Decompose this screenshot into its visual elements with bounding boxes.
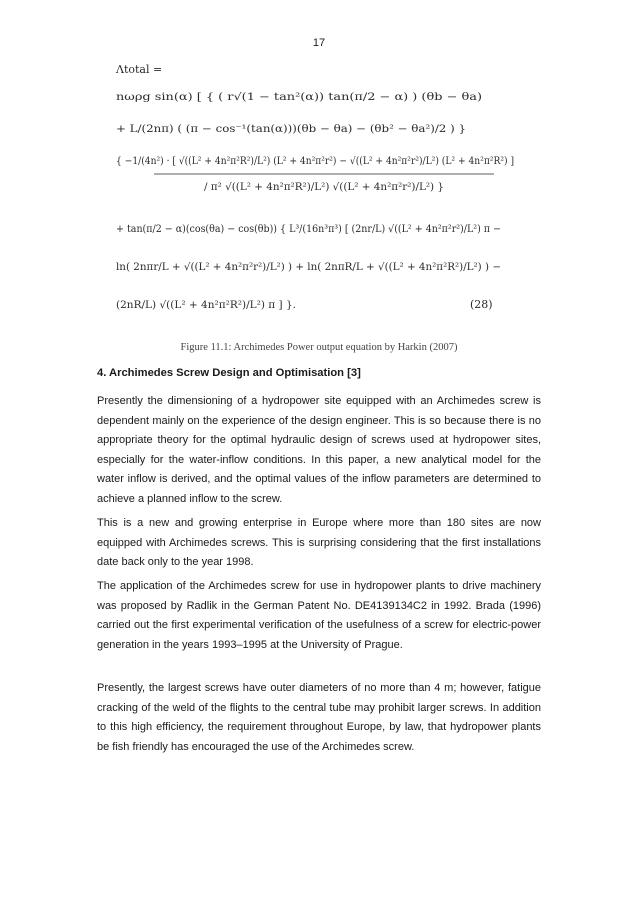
equation-line-2: nωρg sin(α) [ { ( r√(1 − tan²(α)) tan(π/2 − α) ) (θb − θa) [116,92,483,103]
body-paragraph: Presently, the largest screws have outer diameters of no more than 4 m; however, fatigue cracking of the weld of the flights to the central tube may prohibit larger screws. In addition to this high efficiency, the requirement throughout Europe, by law, that hydropower plants be fish friendly has encouraged the use of the Archimedes screw. [97,682,541,753]
body-paragraph: The application of the Archimedes screw for use in hydropower plants to drive machinery was proposed by Radlik in the German Patent No. DE4139134C2 in 1992. Brada (1996) carried out the first experimental verification of the usefulness of a screw for electric-power generation in the years 1993–1995 at the University of Prague. [97,580,541,651]
figure-caption: Figure 11.1: Archimedes Power output equation by Harkin (2007) [180,342,458,353]
equation-line-3: + L/(2nπ) ( (π − cos⁻¹(tan(α)))(θb − θa) − (θb² − θa²)/2 ) } [116,124,466,135]
power-equation-figure [114,60,524,330]
page-number: 17 [312,37,326,49]
equation-line-5: / π² √((L² + 4n²π²R²)/L²) √((L² + 4n²π²r²)/L²) } [204,182,444,193]
equation-line-8: (2nR/L) √((L² + 4n²π²R²)/L²) π ] }. [116,300,296,311]
equation-number: (28) [470,298,493,311]
equation-image [114,60,524,330]
equation-line-7: ln( 2nπr/L + √((L² + 4n²π²r²)/L²) ) + ln( 2nπR/L + √((L² + 4n²π²R²)/L²) ) − [116,262,501,273]
section-heading: 4. Archimedes Screw Design and Optimisation [3] [97,367,361,379]
equation-line-4: { −1/(4n²) · [ √((L² + 4n²π²R²)/L²) (L² + 4n²π²r²) − √((L² + 4n²π²r²)/L²) (L² + 4n²π²R²) ] [116,156,515,167]
equation-line-6: + tan(π/2 − α)(cos(θa) − cos(θb)) { L³/(16n³π³) [ (2nr/L) √((L² + 4n²π²r²)/L²) π − [116,224,501,235]
body-paragraph: This is a new and growing enterprise in Europe where more than 180 sites are now equipped with Archimedes screws. This is surprising considering that the first installations date back only to the year 1998. [97,517,541,568]
equation-line-1: Λtotal = [116,63,163,76]
body-paragraph: Presently the dimensioning of a hydropower site equipped with an Archimedes screw is dependent mainly on the experience of the design engineer. This is so because there is no appropriate theory for the optimal hydraulic design of screws used at hydropower sites, especially for the water-inflow conditions. In this paper, a new analytical model for the water inflow is derived, and the optimal values of the inflow parameters are determined to achieve a planned inflow to the screw. [97,395,541,505]
